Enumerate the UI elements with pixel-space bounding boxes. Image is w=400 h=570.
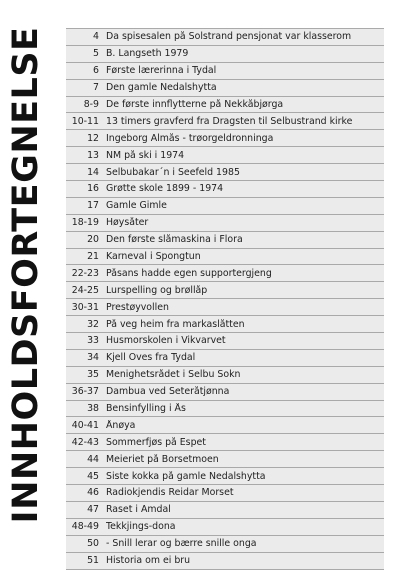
toc-page-number: 50 xyxy=(87,538,99,550)
toc-row xyxy=(66,502,384,519)
toc-entry-title: B. Langseth 1979 xyxy=(106,48,189,60)
toc-row xyxy=(66,417,384,434)
toc-row xyxy=(66,265,384,282)
toc-row xyxy=(66,350,384,367)
toc-entry-title: De første innflytterne på Nekkåbjørga xyxy=(106,99,284,110)
toc-page-number: 47 xyxy=(87,504,99,516)
toc-entry-title: NM på ski i 1974 xyxy=(106,149,185,161)
toc-row xyxy=(66,367,384,384)
toc-page-number: 10-11 xyxy=(71,115,99,127)
toc-row xyxy=(66,97,384,114)
toc-page-number: 33 xyxy=(87,335,99,347)
toc-heading-container xyxy=(0,0,52,523)
toc-row xyxy=(66,434,384,451)
toc-entry-title: Påsans hadde egen supportergjeng xyxy=(106,267,272,279)
toc-row xyxy=(66,299,384,316)
toc-page-number: 46 xyxy=(87,487,99,499)
toc-page-number: 18-19 xyxy=(71,217,99,229)
toc-entry-title: Da spisesalen på Solstrand pensjonat var klasserom xyxy=(106,31,352,43)
toc-entry-title: Tekkjings-dona xyxy=(106,521,176,533)
toc-row xyxy=(66,198,384,215)
toc-page-number: 38 xyxy=(87,403,99,415)
toc-row xyxy=(66,401,384,418)
toc-row xyxy=(66,451,384,468)
toc-page-number: 5 xyxy=(93,48,99,60)
toc-entry-title: Siste kokka på gamle Nedalshytta xyxy=(106,470,266,482)
toc-row xyxy=(66,316,384,333)
toc-page-number: 40-41 xyxy=(71,419,99,431)
toc-heading: INNHOLDSFORTEGNELSE xyxy=(6,26,46,524)
toc-entry-title: Den gamle Nedalshytta xyxy=(106,82,217,94)
toc-entry-title: Karneval i Spongtun xyxy=(106,251,201,263)
toc-entry-title: Husmorskolen i Vikvarvet xyxy=(106,335,226,347)
toc-page-number: 32 xyxy=(87,318,99,330)
toc-entry-title: Meieriet på Borsetmoen xyxy=(106,453,219,465)
toc-page-number: 20 xyxy=(87,234,99,246)
toc-row xyxy=(66,536,384,553)
toc-entry-title: Sommerfjøs på Espet xyxy=(106,436,206,448)
toc-row xyxy=(66,80,384,97)
toc-row xyxy=(66,130,384,147)
toc-row xyxy=(66,215,384,232)
toc-row xyxy=(66,468,384,485)
toc-page-number: 45 xyxy=(87,470,99,482)
toc-row xyxy=(66,384,384,401)
toc-page-number: 14 xyxy=(87,166,99,178)
toc-entry-title: Historia om ei bru xyxy=(106,555,191,567)
toc-entry-title: - Snill lerar og bærre snille onga xyxy=(106,538,257,550)
toc-page-number: 34 xyxy=(87,352,99,364)
toc-entry-title: Gamle Gimle xyxy=(106,200,167,212)
toc-page-number: 6 xyxy=(93,65,99,77)
toc-page-number: 42-43 xyxy=(71,436,99,448)
toc-page-number: 16 xyxy=(87,183,99,195)
toc-page-number: 8-9 xyxy=(83,99,99,110)
toc-entry-title: Radiokjendis Reidar Morset xyxy=(106,487,234,499)
toc-entry-title: Kjell Oves fra Tydal xyxy=(106,352,196,364)
toc-row xyxy=(66,181,384,198)
toc-entry-title: Den første slåmaskina i Flora xyxy=(106,234,243,246)
toc-page-number: 51 xyxy=(87,555,99,567)
toc-row xyxy=(66,249,384,266)
toc-page-number: 21 xyxy=(87,251,99,263)
toc-entry-title: På veg heim fra markaslåtten xyxy=(106,318,245,330)
toc-page-number: 13 xyxy=(87,149,99,161)
toc-entry-title: 13 timers gravferd fra Dragsten til Selbustrand kirke xyxy=(106,115,353,127)
toc-row xyxy=(66,29,384,46)
toc-entry-title: Lurspelling og brøllåp xyxy=(106,284,208,296)
toc-page-number: 24-25 xyxy=(71,284,99,296)
toc-entry-title: Dambua ved Seteråtjønna xyxy=(106,386,230,398)
toc-row xyxy=(66,46,384,63)
toc-row xyxy=(66,147,384,164)
toc-entry-title: Høysåter xyxy=(106,217,149,229)
toc-page-number: 44 xyxy=(87,453,99,465)
toc-page-number: 30-31 xyxy=(71,301,99,313)
toc-row xyxy=(66,232,384,249)
toc-page-number: 12 xyxy=(87,132,99,144)
toc-entry-title: Raset i Amdal xyxy=(106,504,171,516)
toc-row xyxy=(66,333,384,350)
toc-page-number: 48-49 xyxy=(71,521,99,533)
toc-entry-title: Ingeborg Almås - trøorgeldronninga xyxy=(106,132,274,144)
toc-page-number: 4 xyxy=(93,31,99,43)
toc-page-number: 7 xyxy=(93,82,99,94)
toc-page-number: 22-23 xyxy=(71,267,99,279)
toc-entry-title: Prestøyvollen xyxy=(106,301,169,313)
toc-entry-title: Ånøya xyxy=(106,419,136,431)
toc-entry-title: Bensinfylling i Ås xyxy=(106,403,186,415)
toc-entry-title: Selbubakar´n i Seefeld 1985 xyxy=(106,166,240,178)
toc-row xyxy=(66,282,384,299)
toc-entry-title: Første lærerinna i Tydal xyxy=(106,65,217,77)
toc-row xyxy=(66,164,384,181)
toc-entry-title: Menighetsrådet i Selbu Sokn xyxy=(106,369,241,381)
toc-entry-title: Grøtte skole 1899 - 1974 xyxy=(106,183,224,195)
toc-page-number: 17 xyxy=(87,200,99,212)
toc-page-number: 35 xyxy=(87,369,99,381)
toc-page-number: 36-37 xyxy=(71,386,99,398)
table-of-contents xyxy=(66,28,384,570)
toc-row xyxy=(66,63,384,80)
toc-row xyxy=(66,113,384,130)
toc-row xyxy=(66,553,384,570)
toc-row xyxy=(66,519,384,536)
toc-row xyxy=(66,485,384,502)
